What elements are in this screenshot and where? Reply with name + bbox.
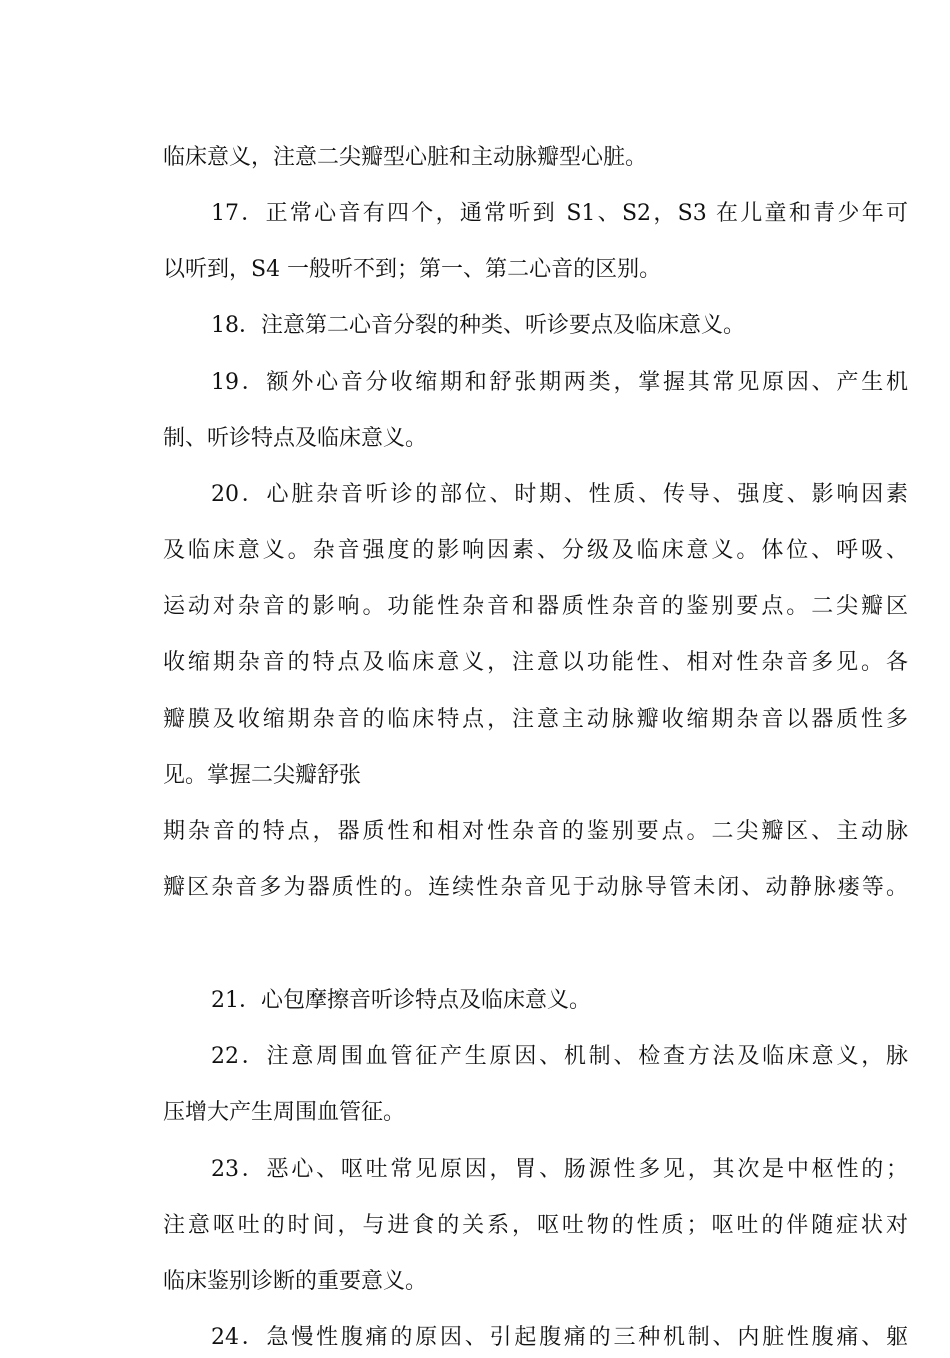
text-line: 运动对杂音的影响。功能性杂音和器质性杂音的鉴别要点。二尖瓣区: [163, 594, 908, 619]
text-line: 及临床意义。杂音强度的影响因素、分级及临床意义。体位、呼吸、: [163, 538, 908, 563]
text-line: 18．注意第二心音分裂的种类、听诊要点及临床意义。: [211, 313, 745, 338]
text-line: 17．正常心音有四个，通常听到 S1、S2，S3 在儿童和青少年可: [211, 201, 908, 226]
text-line: 24．急慢性腹痛的原因、引起腹痛的三种机制、内脏性腹痛、躯: [211, 1325, 908, 1350]
text-line: 以听到，S4 一般听不到；第一、第二心音的区别。: [163, 257, 662, 282]
text-line: 临床意义，注意二尖瓣型心脏和主动脉瓣型心脏。: [163, 145, 648, 170]
text-line: 见。掌握二尖瓣舒张: [163, 763, 362, 788]
text-line: 压增大产生周围血管征。: [163, 1100, 406, 1125]
text-line: 收缩期杂音的特点及临床意义，注意以功能性、相对性杂音多见。各: [163, 650, 908, 675]
text-line: 19．额外心音分收缩期和舒张期两类，掌握其常见原因、产生机: [211, 370, 908, 395]
text-line: 注意呕吐的时间，与进食的关系，呕吐物的性质；呕吐的伴随症状对: [163, 1213, 908, 1238]
text-line: 23．恶心、呕吐常见原因，胃、肠源性多见，其次是中枢性的；: [211, 1157, 908, 1182]
text-line: 20．心脏杂音听诊的部位、时期、性质、传导、强度、影响因素: [211, 482, 908, 507]
text-line: 临床鉴别诊断的重要意义。: [163, 1269, 428, 1294]
text-line: 瓣膜及收缩期杂音的临床特点，注意主动脉瓣收缩期杂音以器质性多: [163, 707, 908, 732]
text-line: 瓣区杂音多为器质性的。连续性杂音见于动脉导管未闭、动静脉瘘等。: [163, 875, 908, 900]
text-line: 制、听诊特点及临床意义。: [163, 426, 428, 451]
text-line: 期杂音的特点，器质性和相对性杂音的鉴别要点。二尖瓣区、主动脉: [163, 819, 908, 844]
text-line: 22．注意周围血管征产生原因、机制、检查方法及临床意义，脉: [211, 1044, 908, 1069]
text-line: 21．心包摩擦音听诊特点及临床意义。: [211, 988, 591, 1013]
